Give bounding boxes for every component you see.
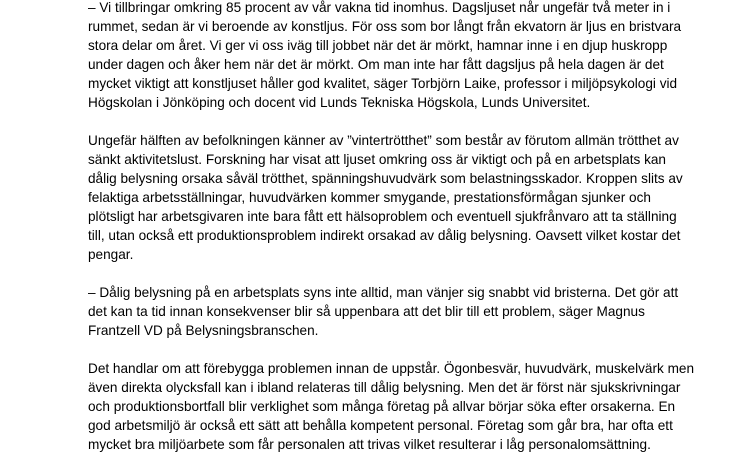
paragraph-forebygga (88, 359, 695, 454)
text-line: det kan ta tid innan konsekvenser blir så uppenbara att det blir till ett problem, säger Magnus (88, 304, 645, 319)
text-line: god arbetsmiljö är också ett sätt att behålla kompetent personal. Företag som går bra, har ofta ett (88, 418, 673, 433)
text-line: pengar. (88, 247, 134, 262)
text-line: Det handlar om att förebygga problemen innan de uppstår. Ögonbesvär, huvudvärk, muskelvärk men (88, 361, 695, 376)
text-line: under dagen och åker hem när det är mörkt. Om man inte har fått dagsljus på hela dagen är det (88, 57, 664, 72)
text-line: plötsligt har arbetsgivaren inte bara fått ett hälsoproblem och eventuell sjukfrånvaro att ta ställning (88, 209, 677, 224)
text-line: Ungefär hälften av befolkningen känner av ”vintertrötthet” som består av förutom allmän trötthet av (88, 133, 679, 148)
paragraph-vintertrotthet (88, 131, 688, 264)
text-line: och produktionsbortfall blir verklighet som många företag på allvar börjar söka efter orsakerna. En (88, 399, 676, 414)
paragraph-quote-frantzell (88, 283, 688, 340)
text-line: även direkta olycksfall kan i ibland relateras till dålig belysning. Men det är först när sjukskrivningar (88, 380, 681, 395)
text-line: mycket viktigt att konstljuset håller god kvalitet, säger Torbjörn Laike, professor i miljöpsykologi vid (88, 76, 678, 91)
text-line: stora delar om året. Vi ger vi oss iväg till jobbet när det är mörkt, hamnar inne i en djup huskropp (88, 38, 668, 53)
text-line: Frantzell VD på Belysningsbranschen. (88, 323, 319, 338)
text-line: Högskolan i Jönköping och docent vid Lunds Tekniska Högskola, Lunds Universitet. (88, 95, 591, 110)
text-line: – Dålig belysning på en arbetsplats syns inte alltid, man vänjer sig snabbt vid bristerna. Det gör att (88, 285, 679, 300)
text-line: sänkt aktivitetslust. Forskning har visat att ljuset omkring oss är viktigt och på en arbetsplats kan (88, 152, 666, 167)
text-line: dålig belysning orsaka såväl trötthet, spänningshuvudvärk som belastningsskador. Kroppen slits av (88, 171, 683, 186)
text-line: mycket bra miljöarbete som får personalen att trivas vilket resulterar i låg personalomsättning. (88, 437, 651, 452)
text-line: – Vi tillbringar omkring 85 procent av vår vakna tid inomhus. Dagsljuset når ungefär två meter in i (88, 0, 671, 15)
text-line: till, utan också ett produktionsproblem indirekt orsakad av dålig belysning. Oavsett vilket kostar det (88, 228, 681, 243)
document-page (88, 0, 695, 473)
text-line: rummet, sedan är vi beroende av konstljus. För oss som bor långt från ekvatorn är ljus en bristvara (88, 19, 682, 34)
paragraph-quote-laike (88, 0, 688, 112)
text-line: felaktiga arbetsställningar, huvudvärken kommer smygande, prestationsförmågan sjunker och (88, 190, 651, 205)
